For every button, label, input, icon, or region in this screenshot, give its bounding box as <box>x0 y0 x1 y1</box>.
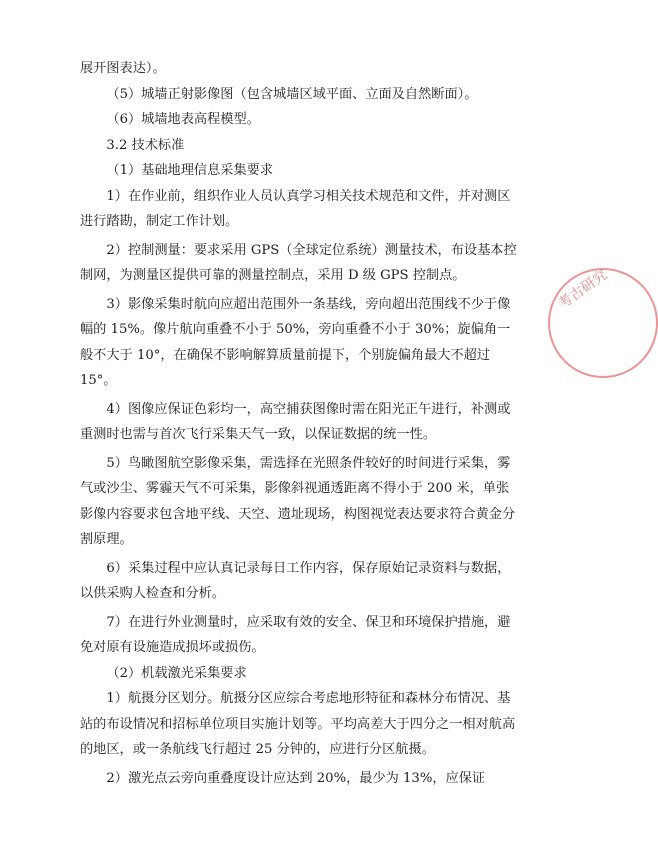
section-heading-3-2: 3.2 技术标准 <box>106 137 185 153</box>
subsection-heading-1: （1）基础地理信息采集要求 <box>106 163 274 178</box>
paragraph-item-5: 5）鸟瞰图航空影像采集，需选择在光照条件较好的时间进行采集，雾气或沙尘、雾霾天气不可采集，影像斜视通透距离不得小于 200 米，单张影像内容要求包含地平线、天空、遗址现场，构图视觉表达要求符合黄金分割原理。 <box>80 455 516 547</box>
paragraph-item-3: 3）影像采集时航向应超出范围外一条基线，旁向超出范围线不少于像幅的 15%。像片航向重叠不小于 50%，旁向重叠不小于 30%；旋偏角一般不大于 10°，在确保不影响解算质量前提下，个别旋偏角最大不超过 15°。 <box>80 296 511 388</box>
paragraph-item-4: 4）图像应保证色彩均一，高空捕获图像时需在阳光正午进行，补测或重测时也需与首次飞行采集天气一致，以保证数据的统一性。 <box>80 401 511 442</box>
list-item-5: （5）城墙正射影像图（包含城墙区域平面、立面及自然断面）。 <box>106 86 478 102</box>
document-body <box>80 56 520 791</box>
paragraph-item-1: 1）在作业前，组织作业人员认真学习相关技术规范和文件，并对测区进行踏勘，制定工作计划。 <box>80 188 511 229</box>
paragraph-item-2: 2）控制测量：要求采用 GPS（全球定位系统）测量技术，布设基本控制网，为测量区提供可靠的测量控制点，采用 D 级 GPS 控制点。 <box>80 242 517 283</box>
paragraph-item-7: 7）在进行外业测量时，应采取有效的安全、保卫和环境保护措施，避免对原有设施造成损坏或损伤。 <box>80 614 511 655</box>
list-item-6: （6）城墙地表高程模型。 <box>106 112 260 127</box>
paragraph-laser-1: 1）航摄分区划分。航摄分区应综合考虑地形特征和森林分布情况、基站的布设情况和招标单位项目实施计划等。平均高差大于四分之一相对航高的地区，或一条航线飞行超过 25 分钟的，应进行分区航摄。 <box>80 691 516 757</box>
paragraph-laser-2: 2）激光点云旁向重叠度设计应达到 20%，最少为 13%，应保证 <box>106 770 486 786</box>
seal-lettering: 考古研究 <box>555 267 611 313</box>
subsection-heading-2: （2）机载激光采集要求 <box>106 665 247 681</box>
paragraph-item-6: 6）采集过程中应认真记录每日工作内容，保存原始记录资料与数据，以供采购人检查和分析。 <box>80 560 511 601</box>
paragraph-continuation: 展开图表达）。 <box>80 61 166 76</box>
